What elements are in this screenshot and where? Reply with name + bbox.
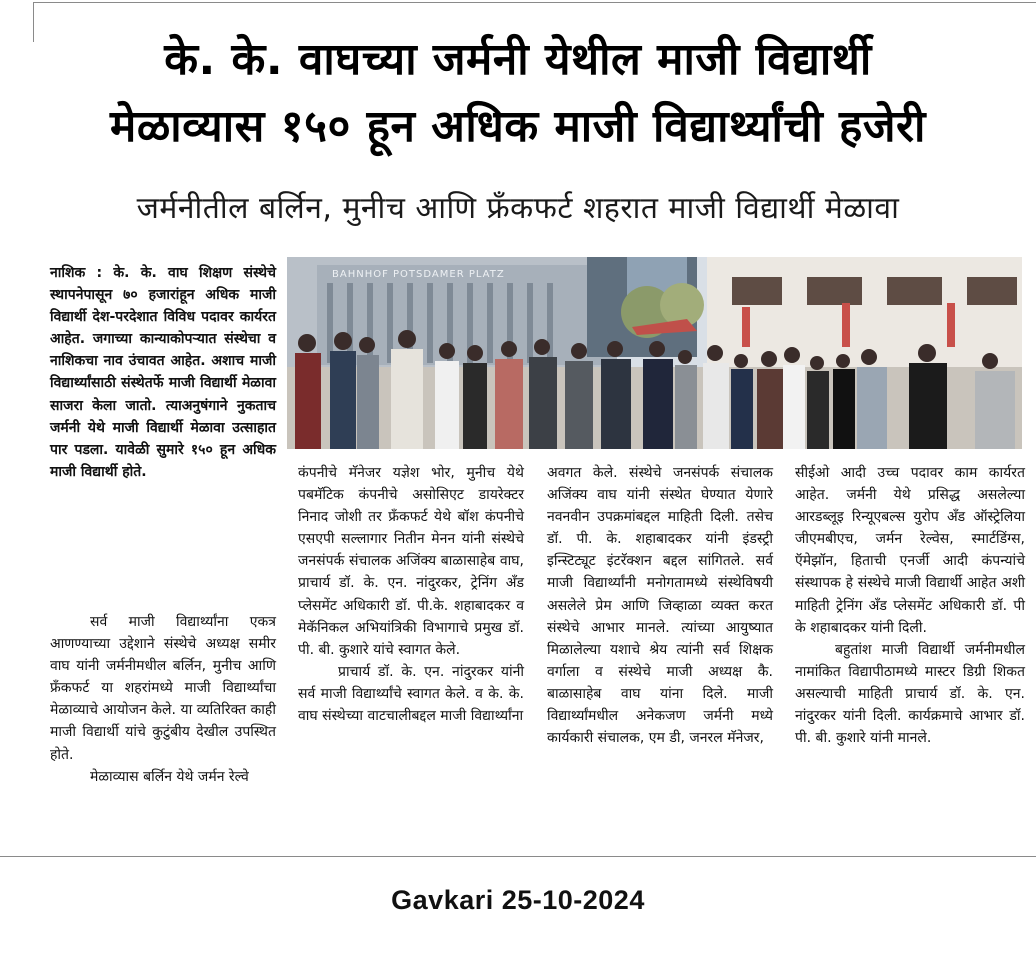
body-paragraph: सर्व माजी विद्यार्थ्यांना एकत्र आणण्याच्या उद्देशाने संस्थेचे अध्यक्ष समीर वाघ यांनी जर्मनीमधील बर्लिन, मुनीच आणि फ्रँकफर्ट या शहरांमध्ये माजी विद्यार्थ्यांचा मेळाव्याचे आयोजन केले. या व्यतिरिक्त काही माजी विद्यार्थी यांचे कुटुंबीय देखील उपस्थित होते. (50, 614, 276, 763)
body-paragraph: सीईओ आदी उच्च पदावर काम कार्यरत आहेत. जर्मनी येथे प्रसिद्ध असलेल्या आरडब्लूइ रिन्यूएबल्स युरोप अँड ऑस्ट्रेलिया जीएमबीएच, जर्मन रेल्वेस, स्मार्टडिंग्स, ऍमेझॉन, हिताची एनर्जी आदी कंपन्यांचे संस्थापक हे संस्थेचे माजी विद्यार्थी आहेत अशी माहिती ट्रेनिंग अँड प्लेसमेंट अधिकारी डॉ. पी के शहाबादकर यांनी दिली. (795, 465, 1025, 636)
body-paragraph: कंपनीचे मॅनेजर यज्ञेश भोर, मुनीच येथे पबमॅटिक कंपनीचे असोसिएट डायरेक्टर निनाद जोशी तर फ्रँकफर्ट येथे बॉश कंपनीचे एसएपी सल्लागार नितीन मेनन यांनी संस्थेचे जनसंपर्क संचालक अजिंक्य बाळासाहेब वाघ, प्राचार्य डॉ. के. एन. नांदुरकर, ट्रेनिंग अँड प्लेसमेंट अधिकारी डॉ. पी.के. शहाबादकर व मेकॅनिकल अभियांत्रिकी विभागाचे प्रमुख डॉ. पी. बी. कुशारे यांचे स्वागत केले. (298, 465, 524, 658)
lead-paragraph: नाशिक : के. के. वाघ शिक्षण संस्थेचे स्थापनेपासून ७० हजारांहून अधिक माजी विद्यार्थी देश-परदेशात विविध पदावर कार्यरत आहेत. जगाच्या कान्याकोपऱ्यात संस्थेचा व नाशिकचा नाव उंचावत आहेत. अशाच माजी विद्यार्थ्यांसाठी संस्थेतर्फे माजी विद्यार्थी मेळावा साजरा केला जातो. त्याअनुषंगाने नुकताच जर्मनी येथे माजी विद्यार्थी मेळावा उत्साहात पार पडला. यावेळी सुमारे १५० हून अधिक माजी विद्यार्थी होते. (50, 265, 276, 480)
subheadline: जर्मनीतील बर्लिन, मुनीच आणि फ्रँकफर्ट शहरात माजी विद्यार्थी मेळावा (136, 191, 900, 226)
article-column-1-body (50, 611, 276, 788)
station-sign-text: BAHNHOF POTSDAMER PLATZ (332, 269, 505, 280)
article-column-3 (547, 462, 773, 749)
top-border (33, 2, 1036, 3)
body-paragraph: प्राचार्य डॉ. के. एन. नांदुरकर यांनी सर्व माजी विद्यार्थ्यांचे स्वागत केले. व के. के. वाघ संस्थेच्या वाटचालीबद्दल माजी विद्यार्थ्यांना (298, 663, 524, 725)
body-paragraph: अवगत केले. संस्थेचे जनसंपर्क संचालक अजिंक्य वाघ यांनी संस्थेत घेण्यात येणारे नवनवीन उपक्रमांबद्दल माहिती दिली. तसेच डॉ. पी. के. शहाबादकर यांनी इंडस्ट्री इन्स्टिट्यूट इंटरॅक्शन बद्दल सांगितले. सर्व माजी विद्यार्थ्यांनी मनोगतामध्ये संस्थेविषयी असलेले प्रेम आणि जिव्हाळा व्यक्त करत संस्थेचे आभार मानले. त्यांच्या आयुष्यात मिळालेल्या यशाचे श्रेय त्यांनी सर्व शिक्षक वर्गाला व संस्थेचे माजी अध्यक्ष कै. बाळासाहेब वाघ यांना दिले. माजी विद्यार्थ्यांमधील अनेकजण जर्मनी मध्ये कार्यकारी संचालक, एम डी, जनरल मॅनेजर, (547, 465, 773, 747)
footer-divider (0, 856, 1036, 857)
article-column-2 (298, 462, 524, 727)
group-photo (287, 257, 1022, 449)
headline-line-2: मेळाव्यास १५० हून अधिक माजी विद्यार्थ्यांची हजेरी (110, 101, 926, 152)
newspaper-source-date: Gavkari 25-10-2024 (391, 885, 645, 915)
headline-line-1: के. के. वाघच्या जर्मनी येथील माजी विद्यार्थी (164, 34, 872, 85)
article-column-4 (795, 462, 1025, 749)
article-column-1-lead (50, 262, 276, 483)
body-paragraph: मेळाव्यास बर्लिन येथे जर्मन रेल्वे (90, 768, 249, 785)
body-paragraph: बहुतांश माजी विद्यार्थी जर्मनीमधील नामांकित विद्यापीठामध्ये मास्टर डिग्री शिकत असल्याची माहिती प्राचार्य डॉ. के. एन. नांदुरकर यांनी दिली. कार्यक्रमाचे आभार डॉ. पी. बी. कुशारे यांनी मानले. (795, 641, 1025, 747)
